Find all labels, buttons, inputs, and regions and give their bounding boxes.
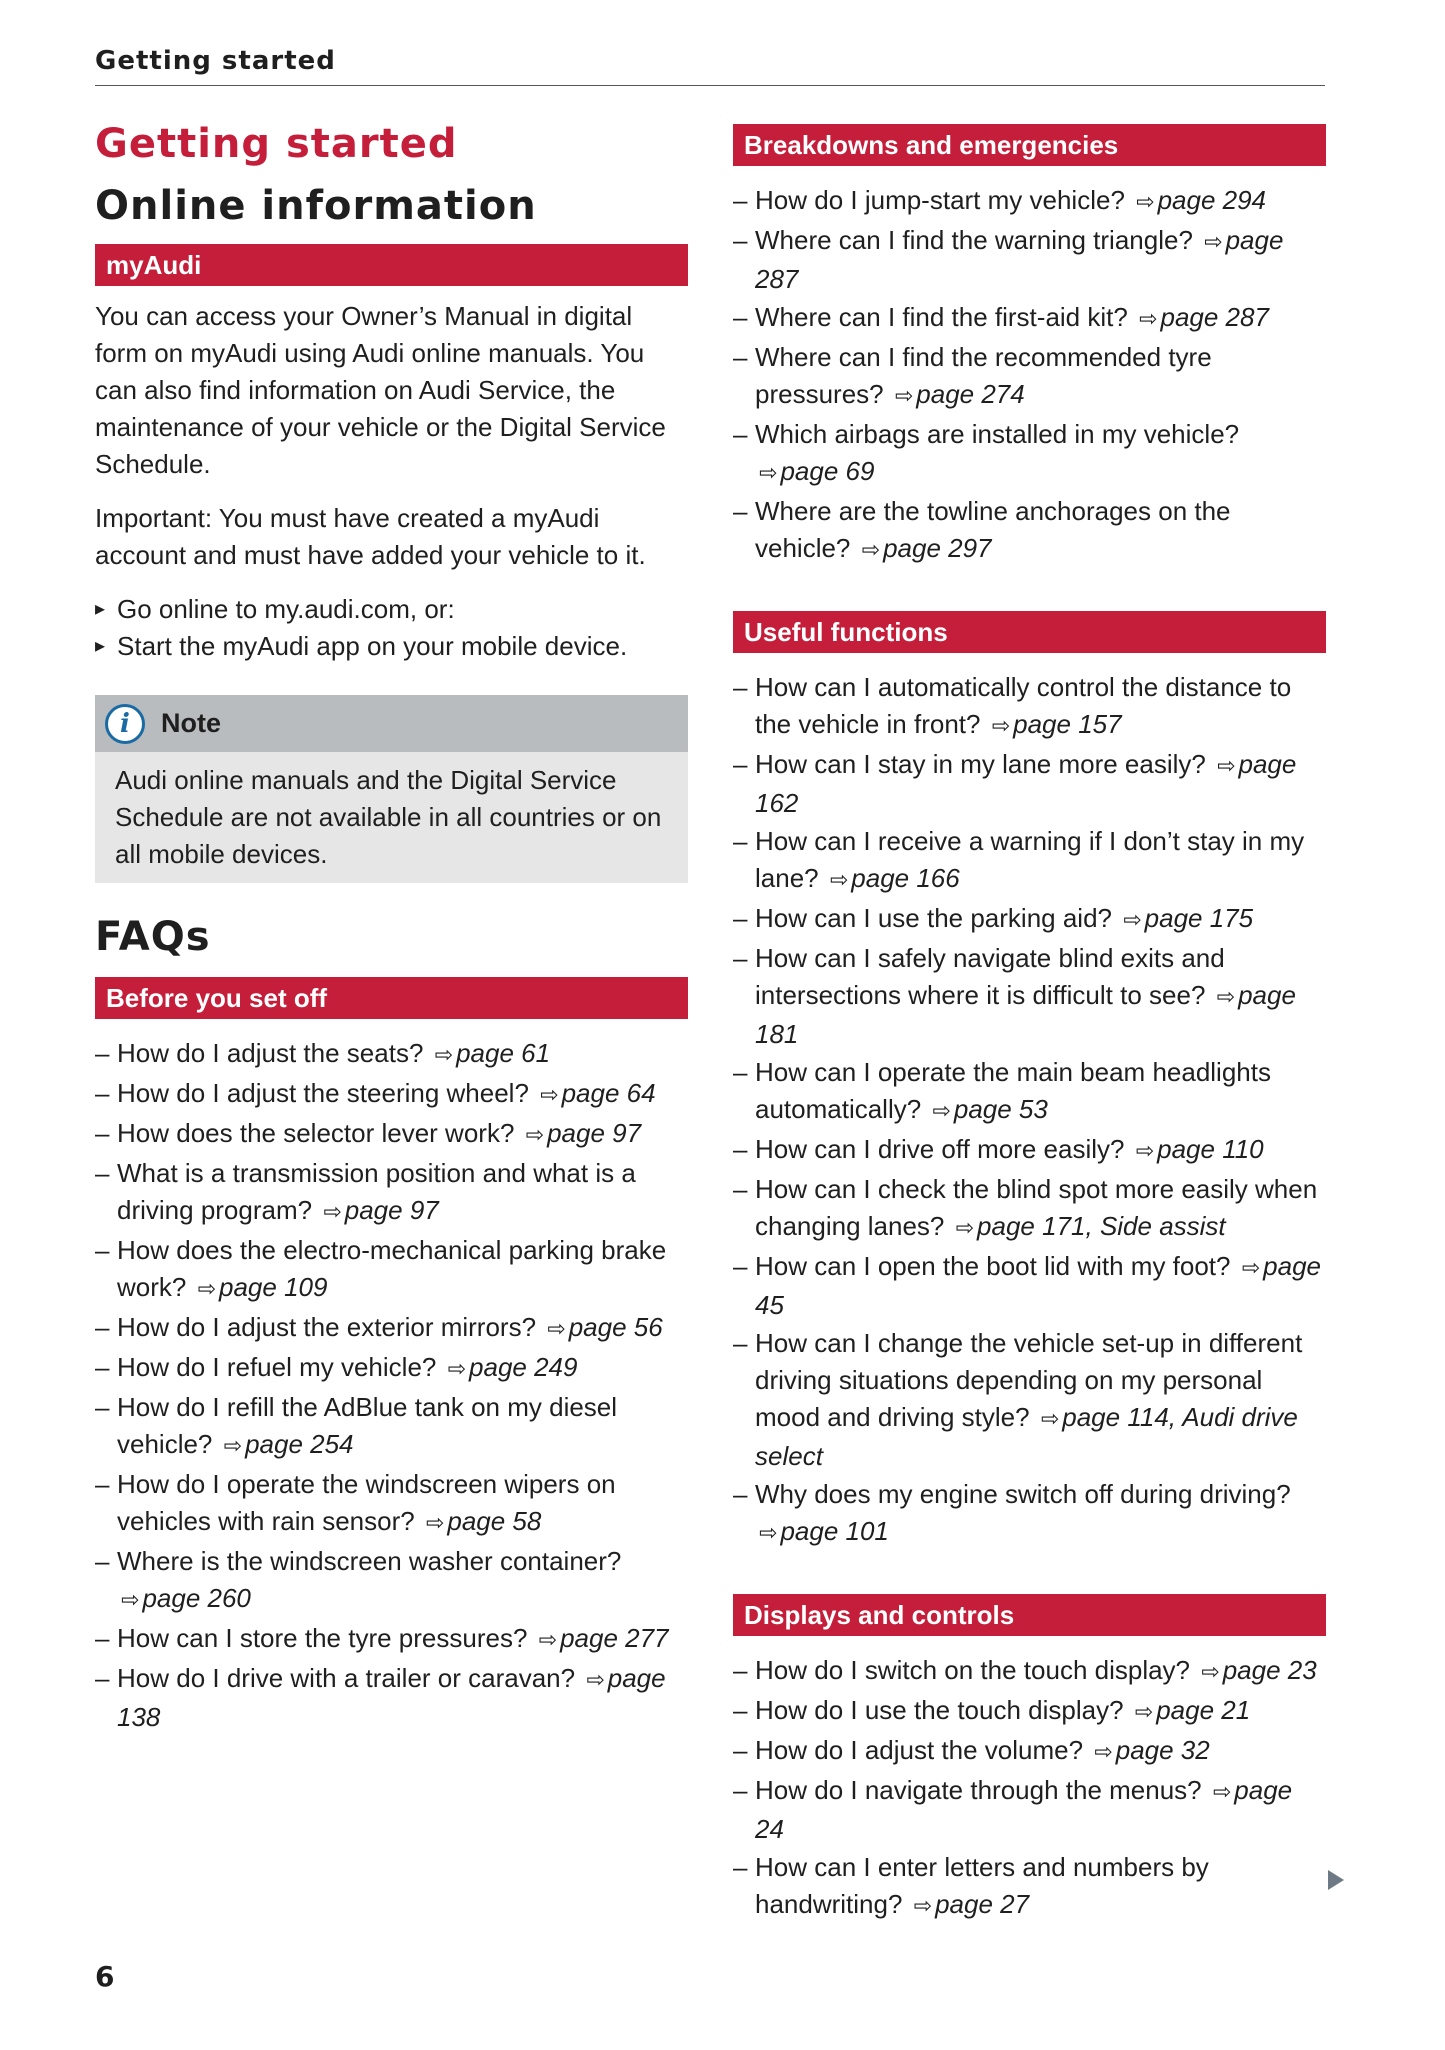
continue-arrow-icon — [1328, 1870, 1344, 1890]
note-header — [95, 695, 688, 752]
cross-reference-arrow-icon: ⇨ — [434, 1043, 454, 1068]
step-item: ▸ Start the myAudi app on your mobile device. — [95, 628, 688, 665]
faq-item — [733, 1849, 1326, 1925]
chapter-title: Getting started — [95, 121, 458, 167]
myaudi-paragraph: You can access your Owner’s Manual in digital form on myAudi using Audi online manuals. You can also find information on Audi Service, the maintenance of your vehicle or the Digital Service Schedule. — [95, 301, 666, 479]
cross-reference-arrow-icon: ⇨ — [759, 1521, 778, 1546]
faq-question: How do I operate the windscreen wipers on vehicles with rain sensor? — [117, 1469, 616, 1536]
page-number: 6 — [95, 1960, 115, 1993]
section-title: Online information — [95, 183, 537, 229]
faq-question: How can I store the tyre pressures? — [117, 1623, 535, 1653]
page-reference-link[interactable]: page 23 — [1222, 1655, 1317, 1685]
cross-reference-arrow-icon: ⇨ — [1094, 1740, 1113, 1765]
faq-question: How does the electro-mechanical parking brake work? — [117, 1235, 667, 1302]
faq-item — [95, 1309, 688, 1348]
faq-question: How do I switch on the touch display? — [755, 1655, 1198, 1685]
myaudi-bar: myAudi — [95, 244, 688, 286]
cross-reference-arrow-icon: ⇨ — [861, 538, 881, 563]
cross-reference-arrow-icon: ⇨ — [1139, 307, 1158, 332]
faq-item — [95, 1155, 688, 1231]
faq-list-before-you-set-off — [95, 1035, 688, 1736]
cross-reference-arrow-icon: ⇨ — [1212, 1780, 1232, 1805]
faq-question: How can I drive off more easily? — [755, 1134, 1132, 1164]
cross-reference-arrow-icon: ⇨ — [547, 1317, 566, 1342]
faq-item — [733, 1325, 1326, 1475]
faq-item — [733, 1652, 1326, 1691]
faq-question: How can I check the blind spot more easily when changing lanes? — [755, 1174, 1318, 1241]
page-reference-link[interactable]: page 260 — [142, 1583, 251, 1613]
faq-question: How do I use the touch display? — [755, 1695, 1131, 1725]
cross-reference-arrow-icon: ⇨ — [1123, 908, 1142, 933]
faq-question: How can I operate the main beam headlights automatically? — [755, 1057, 1271, 1124]
faq-question: Where is the windscreen washer container? — [117, 1546, 622, 1576]
faq-item — [733, 1171, 1326, 1247]
faq-item — [95, 1389, 688, 1465]
faq-item — [95, 1660, 688, 1736]
page-reference-link[interactable]: page 69 — [780, 456, 875, 486]
faq-question: How can I stay in my lane more easily? — [755, 749, 1214, 779]
cross-reference-arrow-icon: ⇨ — [1217, 754, 1236, 779]
faq-question: How can I automatically control the distance to the vehicle in front? — [755, 672, 1292, 739]
faq-list-displays-controls — [733, 1652, 1326, 1925]
faq-question: How can I open the boot lid with my foot? — [755, 1251, 1238, 1281]
cross-reference-arrow-icon: ⇨ — [1135, 1139, 1155, 1164]
page-reference-link[interactable]: page 277 — [560, 1623, 669, 1653]
faq-item — [733, 1772, 1326, 1848]
faq-item — [733, 1131, 1326, 1170]
faq-item — [733, 823, 1326, 899]
page-reference-link[interactable]: page 97 — [547, 1118, 642, 1148]
faq-item — [733, 1476, 1326, 1552]
faq-question: How can I safely navigate blind exits and intersections where it is difficult to see? — [755, 943, 1225, 1010]
left-column — [95, 120, 688, 1737]
faq-question: How do I adjust the seats? — [117, 1038, 431, 1068]
page-reference-link[interactable]: page 294 — [1157, 185, 1267, 215]
page-reference-link[interactable]: page 171, Side assist — [977, 1211, 1226, 1241]
faq-item — [733, 339, 1326, 415]
page-reference-link[interactable]: page 45 — [755, 1251, 1321, 1320]
section-bar-displays-controls: Displays and controls — [733, 1594, 1326, 1636]
cross-reference-arrow-icon: ⇨ — [586, 1668, 605, 1693]
section-bar-breakdowns: Breakdowns and emergencies — [733, 124, 1326, 166]
page-reference-link[interactable]: page 109 — [219, 1272, 328, 1302]
cross-reference-arrow-icon: ⇨ — [955, 1216, 975, 1241]
faq-item — [95, 1035, 688, 1074]
faq-item — [95, 1232, 688, 1308]
faq-item — [733, 669, 1326, 745]
faq-question: Where can I find the warning triangle? — [755, 225, 1201, 255]
note-box — [95, 695, 688, 883]
page-reference-link[interactable]: page 58 — [447, 1506, 542, 1536]
myaudi-steps — [95, 591, 688, 665]
page-reference-link[interactable]: page 162 — [755, 749, 1297, 818]
cross-reference-arrow-icon: ⇨ — [1216, 985, 1236, 1010]
faq-question: How do I refuel my vehicle? — [117, 1352, 444, 1382]
cross-reference-arrow-icon: ⇨ — [447, 1357, 467, 1382]
cross-reference-arrow-icon: ⇨ — [525, 1123, 545, 1148]
cross-reference-arrow-icon: ⇨ — [894, 384, 914, 409]
cross-reference-arrow-icon: ⇨ — [1241, 1256, 1261, 1281]
cross-reference-arrow-icon: ⇨ — [540, 1083, 559, 1108]
faq-question: How can I change the vehicle set-up in different driving situations depending on my personal mood and driving style? — [755, 1328, 1303, 1432]
faq-item — [95, 1349, 688, 1388]
faq-item — [733, 299, 1326, 338]
cross-reference-arrow-icon: ⇨ — [197, 1277, 217, 1302]
page-reference-link[interactable]: page 166 — [851, 863, 960, 893]
section-bar-useful-functions: Useful functions — [733, 611, 1326, 653]
faq-item — [95, 1075, 688, 1114]
faq-question: How can I enter letters and numbers by handwriting? — [755, 1852, 1209, 1919]
faq-item — [733, 182, 1326, 221]
cross-reference-arrow-icon: ⇨ — [1201, 1660, 1220, 1685]
faq-question: How can I receive a warning if I don’t stay in my lane? — [755, 826, 1305, 893]
faq-question: How do I navigate through the menus? — [755, 1775, 1209, 1805]
faq-item — [733, 1692, 1326, 1731]
section-bar-before-you-set-off: Before you set off — [95, 977, 688, 1019]
page-reference-link[interactable]: page 114, Audi drive select — [755, 1402, 1298, 1471]
faq-question: How can I use the parking aid? — [755, 903, 1120, 933]
note-text: Audi online manuals and the Digital Service Schedule are not available in all countries or on all mobile devices. — [115, 765, 662, 869]
faq-item — [733, 940, 1326, 1053]
faq-list-breakdowns — [733, 182, 1326, 569]
page-reference-link[interactable]: page 274 — [916, 379, 1025, 409]
cross-reference-arrow-icon: ⇨ — [1134, 1700, 1154, 1725]
faq-item — [733, 416, 1326, 492]
faq-item — [733, 900, 1326, 939]
cross-reference-arrow-icon: ⇨ — [323, 1200, 342, 1225]
note-title: Note — [161, 708, 221, 738]
page-reference-link[interactable]: page 181 — [755, 980, 1296, 1049]
right-column — [733, 120, 1326, 1926]
cross-reference-arrow-icon: ⇨ — [1204, 230, 1223, 255]
faq-question: How do I drive with a trailer or caravan? — [117, 1663, 583, 1693]
page-reference-link[interactable]: page 138 — [117, 1663, 666, 1732]
faq-question: How does the selector lever work? — [117, 1118, 522, 1148]
faq-item — [733, 1248, 1326, 1324]
cross-reference-arrow-icon: ⇨ — [991, 714, 1011, 739]
page-reference-link[interactable]: page 56 — [568, 1312, 663, 1342]
faq-item — [95, 1115, 688, 1154]
page-reference-link[interactable]: page 175 — [1144, 903, 1254, 933]
page-reference-link[interactable]: page 27 — [935, 1889, 1030, 1919]
faq-item — [95, 1620, 688, 1659]
faq-item — [95, 1466, 688, 1542]
cross-reference-arrow-icon: ⇨ — [425, 1511, 445, 1536]
cross-reference-arrow-icon: ⇨ — [829, 868, 849, 893]
cross-reference-arrow-icon: ⇨ — [759, 461, 778, 486]
faq-question: How do I jump-start my vehicle? — [755, 185, 1133, 215]
faq-item — [733, 493, 1326, 569]
faq-question: Why does my engine switch off during driving? — [755, 1479, 1291, 1509]
page-reference-link[interactable]: page 97 — [344, 1195, 439, 1225]
faqs-title: FAQs — [95, 914, 211, 960]
cross-reference-arrow-icon: ⇨ — [538, 1628, 558, 1653]
faq-item — [95, 1543, 688, 1619]
page-reference-link[interactable]: page 249 — [469, 1352, 578, 1382]
faq-question: Where can I find the recommended tyre pressures? — [755, 342, 1212, 409]
page-reference-link[interactable]: page 64 — [561, 1078, 656, 1108]
faq-list-useful-functions — [733, 669, 1326, 1552]
page-reference-link[interactable]: page 110 — [1157, 1134, 1264, 1164]
faq-question: What is a transmission position and what is a driving program? — [117, 1158, 636, 1225]
cross-reference-arrow-icon: ⇨ — [1136, 190, 1155, 215]
faq-item — [733, 222, 1326, 298]
page-reference-link[interactable]: page 24 — [755, 1775, 1293, 1844]
faq-question: How do I adjust the steering wheel? — [117, 1078, 537, 1108]
step-item: ▸ Go online to my.audi.com, or: — [95, 591, 688, 628]
running-header: Getting started — [95, 46, 336, 76]
faq-question: Which airbags are installed in my vehicle? — [755, 419, 1240, 449]
page-reference-link[interactable]: page 53 — [953, 1094, 1048, 1124]
page-reference-link[interactable]: page 287 — [1160, 302, 1269, 332]
page-reference-link[interactable]: page 61 — [456, 1038, 551, 1068]
cross-reference-arrow-icon: ⇨ — [932, 1099, 951, 1124]
faq-item — [733, 1732, 1326, 1771]
cross-reference-arrow-icon: ⇨ — [223, 1434, 243, 1459]
page-reference-link[interactable]: page 157 — [1013, 709, 1122, 739]
page-reference-link[interactable]: page 254 — [245, 1429, 354, 1459]
myaudi-important: Important: You must have created a myAudi account and must have added your vehicle to it. — [95, 503, 646, 570]
cross-reference-arrow-icon: ⇨ — [1040, 1407, 1060, 1432]
faq-question: Where are the towline anchorages on the vehicle? — [755, 496, 1231, 563]
page-reference-link[interactable]: page 297 — [883, 533, 992, 563]
cross-reference-arrow-icon: ⇨ — [121, 1588, 140, 1613]
cross-reference-arrow-icon: ⇨ — [913, 1894, 933, 1919]
faq-question: How do I adjust the exterior mirrors? — [117, 1312, 544, 1342]
faq-question: How do I adjust the volume? — [755, 1735, 1091, 1765]
faq-question: How do I refill the AdBlue tank on my diesel vehicle? — [117, 1392, 618, 1459]
faq-question: Where can I find the first-aid kit? — [755, 302, 1136, 332]
faq-item — [733, 1054, 1326, 1130]
page-reference-link[interactable]: page 101 — [780, 1516, 889, 1546]
page-reference-link[interactable]: page 21 — [1156, 1695, 1251, 1725]
info-icon: i — [105, 704, 145, 744]
page-reference-link[interactable]: page 32 — [1115, 1735, 1210, 1765]
page-reference-link[interactable]: page 287 — [755, 225, 1284, 294]
header-rule — [95, 85, 1325, 86]
faq-item — [733, 746, 1326, 822]
